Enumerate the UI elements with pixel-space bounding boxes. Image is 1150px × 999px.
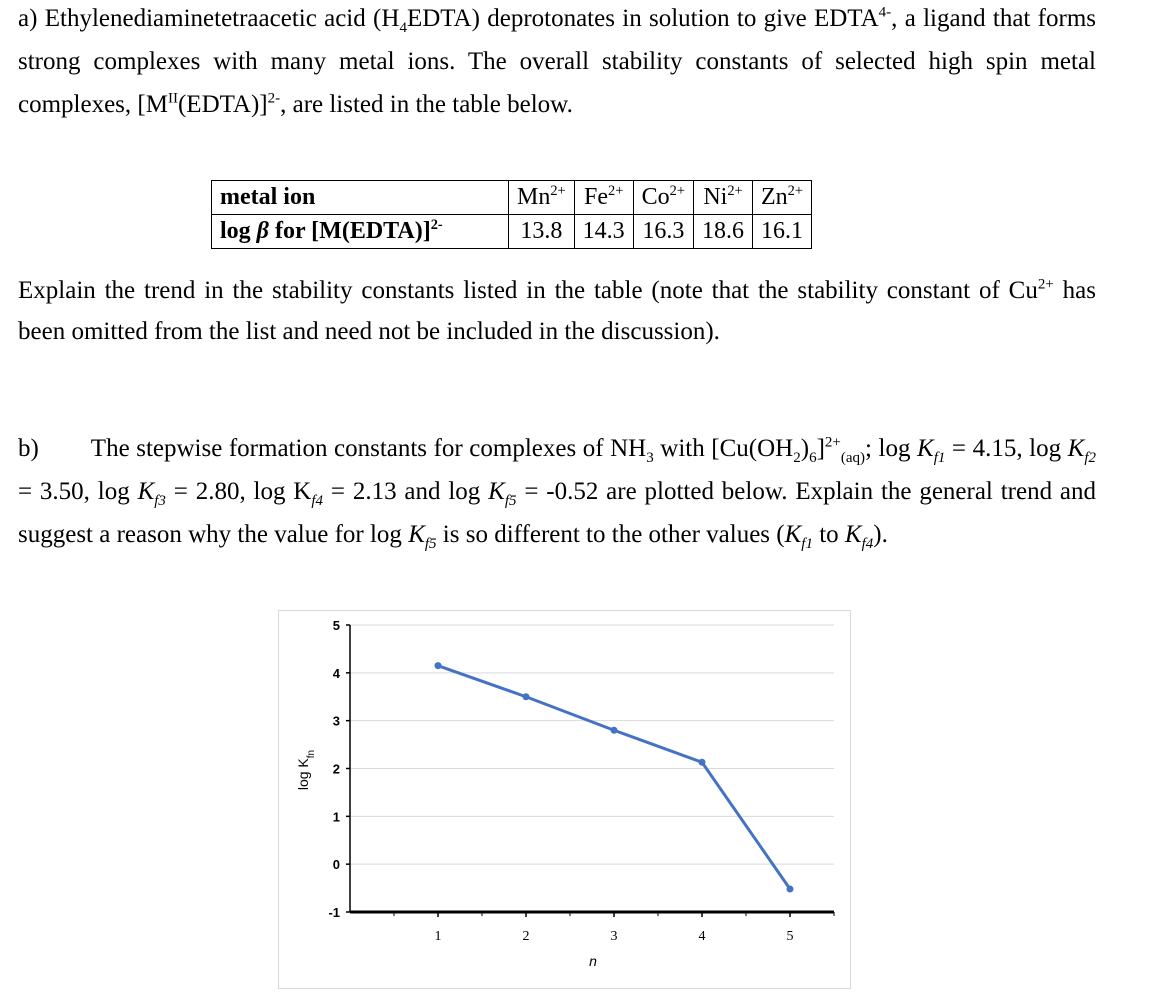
x-tick-label: 5	[786, 929, 794, 944]
data-point	[435, 662, 442, 669]
part-a-intro: a) Ethylenediaminetetraacetic acid $(H_4EDTA)$ deprotonates in solution to give $EDTA^{4-}$, a ligand that forms strong complexes with many metal ions. The overall stability constants of selected high spin metal complexes, $[M^{II}(EDTA)]^{2-}$, are listed in the table below.	[18, 4, 1097, 118]
part-a-question: Explain the trend in the stability constants listed in the table (note that the stability constant of $Cu^{2+}$ has been omitted from the list and need not be included in the discussion).	[18, 276, 1096, 345]
x-tick-label: 2	[522, 929, 530, 944]
x-axis-label: n	[589, 953, 597, 969]
formation-constants-chart	[278, 610, 852, 990]
y-tick-label: 1	[332, 809, 340, 825]
y-axis-label: $\log K_{fn}$	[295, 749, 317, 791]
table-cell-ion: $Ni^{2+}$	[693, 181, 752, 215]
table-cell-ion: $Mn^{2+}$	[509, 181, 575, 215]
data-point	[699, 759, 706, 766]
data-point	[611, 727, 618, 734]
table-cell-value: 16.3	[633, 215, 693, 249]
y-tick-label: 2	[332, 761, 340, 777]
stability-constants-table	[211, 180, 812, 249]
y-tick-label: 4	[332, 665, 340, 681]
table-row	[212, 181, 812, 215]
table-row-label: log β for [M(EDTA)]$^{2-}$	[212, 215, 509, 249]
y-tick-label: 3	[332, 713, 340, 729]
table-cell-value: 14.3	[574, 215, 633, 249]
y-tick-label: 0	[332, 857, 340, 873]
part-b-question: b) The stepwise formation constants for complexes of $NH_3$ with $[Cu(OH_2)_6]^{2+}_{(aq)}$; $\log K_{f1} = 4.15$, $\log K_{f2} = 3.50$, $\log K_{f3} = 2.80$, $\log K_{f4} = 2.13$ and $\log K_{f5} = -0.52$ are plotted below. Explain the general trend and suggest a reason why the value for $\log K_{f5}$ is so different to the other values ($K_{f1}$ to $K_{f4}$).	[18, 434, 1097, 552]
table-cell-ion: $Co^{2+}$	[633, 181, 693, 215]
x-tick-label: 1	[434, 929, 442, 944]
table-row	[212, 215, 812, 249]
table-cell-value: 18.6	[693, 215, 752, 249]
data-point	[523, 693, 530, 700]
chart-frame	[279, 611, 851, 989]
table-cell-value: 16.1	[752, 215, 811, 249]
table-cell-ion: $Zn^{2+}$	[752, 181, 811, 215]
y-tick-label: 5	[332, 618, 340, 633]
table-row-label: metal ion	[212, 181, 509, 215]
table-cell-ion: $Fe^{2+}$	[574, 181, 633, 215]
x-tick-label: 3	[610, 929, 618, 944]
table-cell-value: 13.8	[509, 215, 575, 249]
x-tick-label: 4	[698, 929, 706, 944]
y-tick-label: -1	[328, 905, 340, 920]
data-point	[787, 886, 794, 893]
